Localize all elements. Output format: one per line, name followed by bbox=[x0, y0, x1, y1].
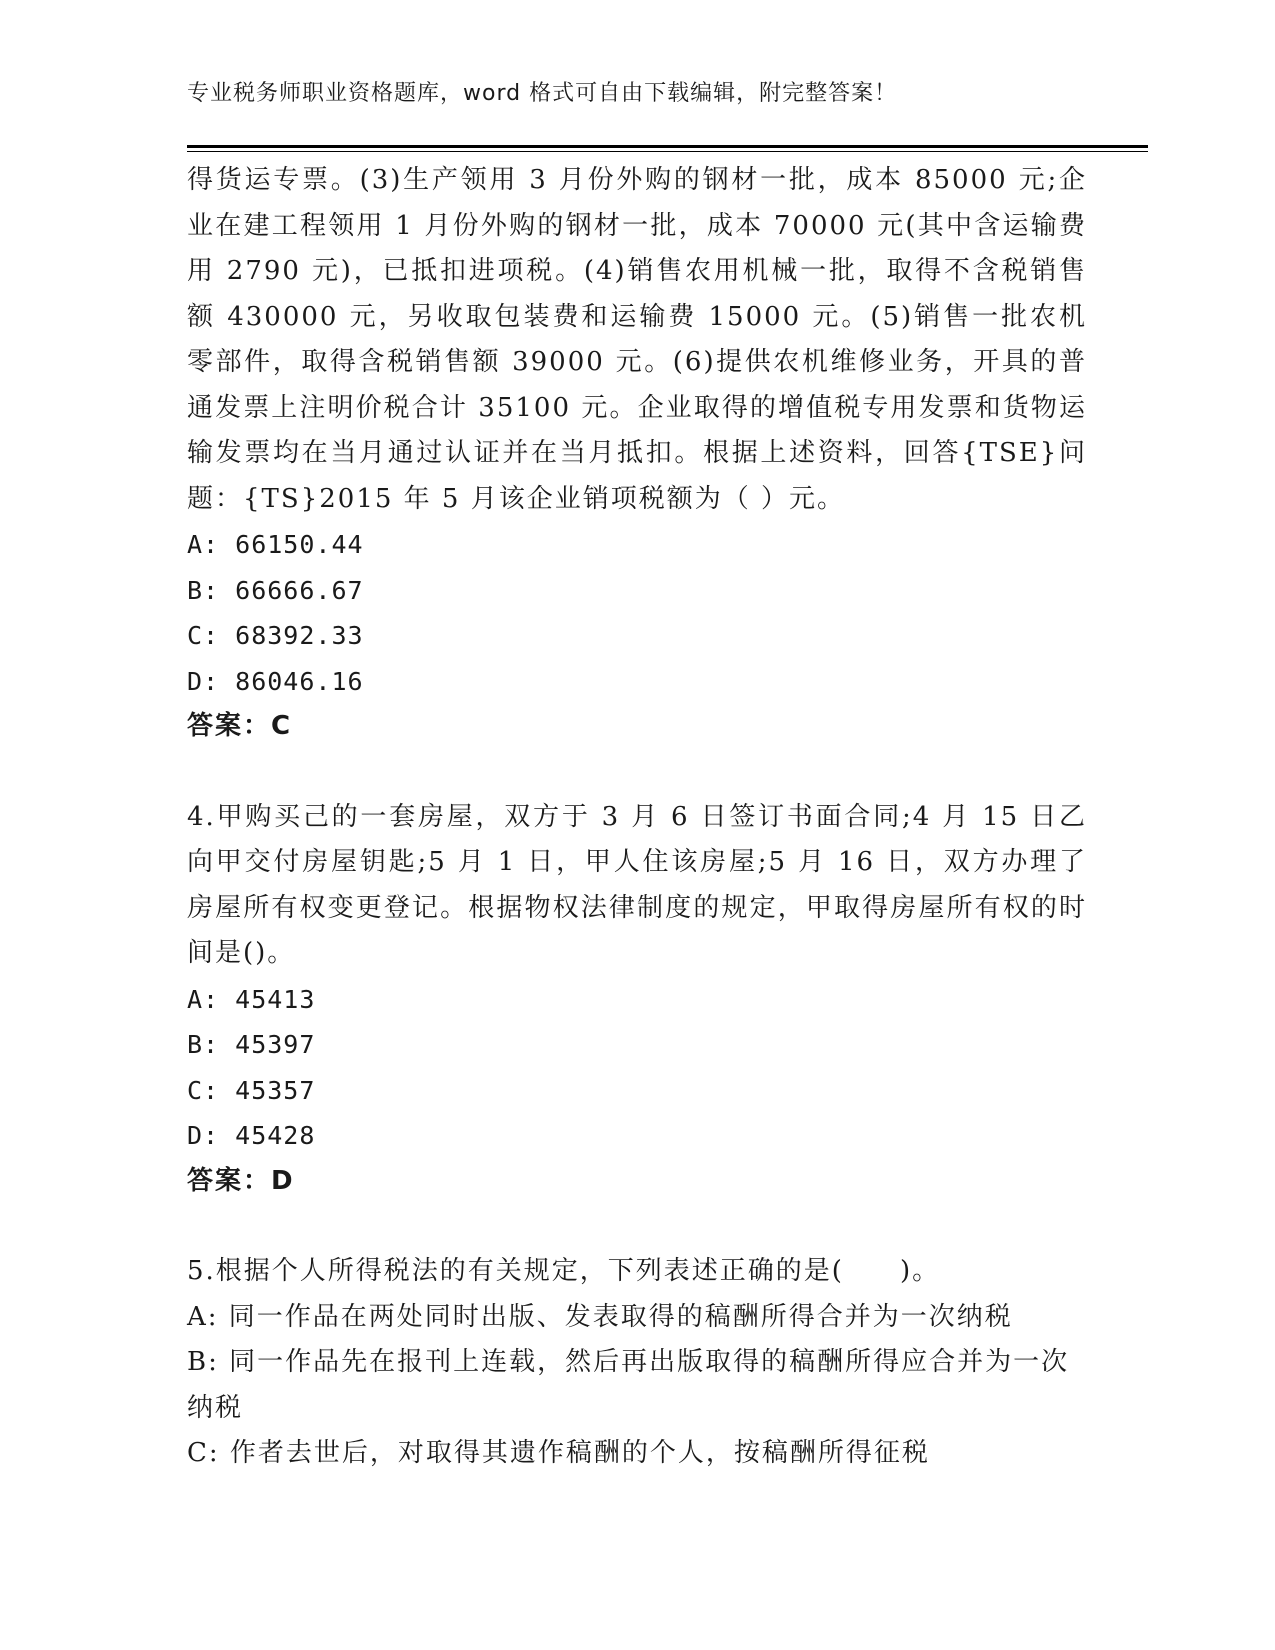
question-3-answer: 答案：C bbox=[187, 711, 293, 741]
question-3 bbox=[187, 158, 1087, 750]
question-4-option-b: B: 45397 bbox=[187, 1030, 316, 1059]
question-5-option-a: A: 同一作品在两处同时出版、发表取得的稿酬所得合并为一次纳税 bbox=[187, 1301, 1013, 1332]
header-rule-thick bbox=[187, 145, 1148, 148]
question-3-option-a: A: 66150.44 bbox=[187, 530, 364, 559]
question-5-stem: 5.根据个人所得税法的有关规定，下列表述正确的是( )。 bbox=[187, 1256, 941, 1286]
question-5-option-b: B: 同一作品先在报刊上连载，然后再出版取得的稿酬所得应合并为一次纳税 bbox=[187, 1347, 1070, 1423]
page-header: 专业税务师职业资格题库，word 格式可自由下载编辑，附完整答案！ bbox=[187, 81, 898, 106]
question-5-option-c: C: 作者去世后，对取得其遗作稿酬的个人，按稿酬所得征税 bbox=[187, 1438, 930, 1468]
question-3-option-d: D: 86046.16 bbox=[187, 666, 364, 696]
question-3-option-b: B: 66666.67 bbox=[187, 575, 364, 605]
document-body bbox=[187, 158, 1087, 1477]
question-4-answer: 答案：D bbox=[187, 1165, 295, 1196]
question-4-option-a: A: 45413 bbox=[187, 984, 316, 1014]
question-4-stem: 4.甲购买己的一套房屋，双方于 3 月 6 日签订书面合同;4 月 15 日乙向甲交付房屋钥匙;5 月 1 日，甲人住该房屋;5 月 16 日，双方办理了房屋所有权变更登记。根据物权法律制度的规定，甲取得房屋所有权的时间是()。 bbox=[187, 801, 1087, 968]
spacer bbox=[187, 750, 1087, 795]
header-rule-thin bbox=[187, 151, 1148, 152]
question-5 bbox=[187, 1249, 1087, 1477]
question-4 bbox=[187, 795, 1087, 1205]
question-3-stem: 得货运专票。(3)生产领用 3 月份外购的钢材一批，成本 85000 元;企业在建工程领用 1 月份外购的钢材一批，成本 70000 元(其中含运输费用 2790 元)，已抵扣进项税。(4)销售农用机械一批，取得不含税销售额 430000 元，另收取包装费和运输费 15000 元。(5)销售一批农机零部件，取得含税销售额 39000 元。(6)提供农机维修业务，开具的普通发票上注明价税合计 35100 元。企业取得的增值税专用发票和货物运输发票均在当月通过认证并在当月抵扣。根据上述资料，回答{TSE}问题：{TS}2015 年 5 月该企业销项税额为（ ）元。 bbox=[187, 165, 1087, 514]
question-4-option-c: C: 45357 bbox=[187, 1075, 316, 1105]
question-4-option-d: D: 45428 bbox=[187, 1121, 316, 1150]
spacer bbox=[187, 1204, 1087, 1249]
question-3-option-c: C: 68392.33 bbox=[187, 621, 364, 650]
